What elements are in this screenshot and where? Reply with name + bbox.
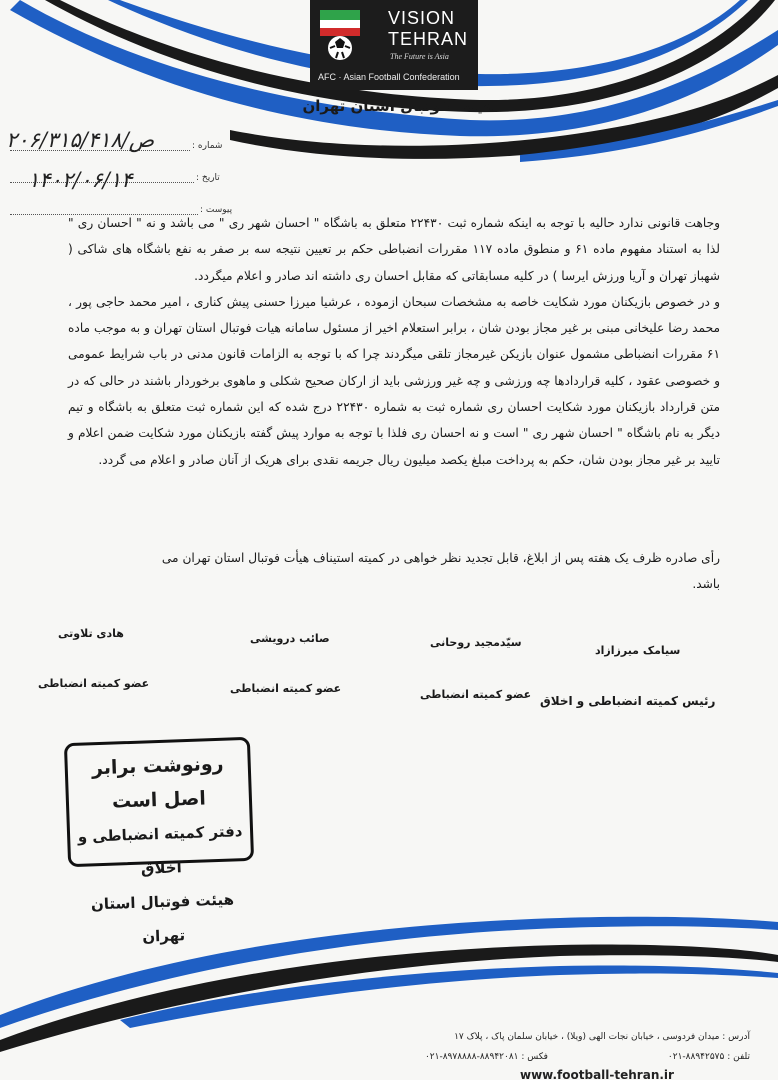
certified-copy-stamp [64,737,254,946]
date-label: تاریخ : [196,173,220,183]
footer-fax: فکس : ۸۸۹۴۲۰۸۱-۸۹۷۸۸۸۸-۰۲۱ [424,1052,548,1062]
signature-name-4: هادی تلاوتی [58,627,124,640]
signature-name-2: سیّدمجید روحانی [430,636,522,649]
handwritten-number: ۲۰۶/ص/۳۱۵/۴۱۸ [6,128,155,152]
signature-role-2: عضو کمیته انضباطی [420,688,532,701]
stamp-line-3: هیئت فوتبال استان تهران [90,890,235,946]
vision-tehran-logo [310,0,478,90]
logo-vision-text: VISION [388,8,456,28]
footer-website: www.football-tehran.ir [520,1068,674,1080]
footer-phone: تلفن : ۸۸۹۴۲۵۷۵-۰۲۱ [667,1052,750,1062]
signature-role-3: عضو کمیته انضباطی [230,682,342,695]
signature-role-4: عضو کمیته انضباطی [38,677,150,690]
handwritten-date: ۱۴۰۲/۰۶/۱۴ [28,168,133,192]
stamp-line-2: دفتر کمیته انضباطی و اخلاق [77,822,243,878]
stamp-line-1: رونوشت برابر اصل است [91,752,224,813]
afc-text: AFC · Asian Football Confederation [318,72,460,82]
letter-body [68,210,720,473]
signature-name-3: صائب درویشی [250,632,330,645]
afc-label: Asian Football Confederation [343,72,460,82]
logo-tagline: The Future is Asia [390,52,449,61]
footer-swoosh-decoration [0,900,778,1080]
organization-name: هیئت فوتبال استان تهران [302,97,494,115]
signature-role-1: رئیس کمیته انضباطی و اخلاق [540,694,716,708]
footer-address: آدرس : میدان فردوسی ، خیابان نجات الهی (ویلا) ، خیابان سلمان پاک ، پلاک ۱۷ [454,1032,750,1042]
signature-name-1: سیامک میرزازاد [595,644,681,657]
body-paragraph-verdict: وجاهت قانونی ندارد حالیه با توجه به اینکه شماره ثبت ۲۲۴۳۰ متعلق به باشگاه " احسان شهر ری " می باشد و نه " احسان ری " لذا به استناد مفهوم ماده ۶۱ و منطوق ماده ۱۱۷ مقررات انضباطی حکم بر تعیین نتیجه سه بر صفر به نفع باشگاه های شاکی ( شهباز تهران و آریا ورزش ایرسا ) در کلیه مسابقاتی که مقابل احسان ری داشته اند صادر و اعلام میگردد. [68,216,720,283]
logo-tehran-text: TEHRAN [388,29,469,49]
appeal-notice: رأی صادره ظرف یک هفته پس از ابلاغ، قابل تجدید نظر خواهی در کمیته استیناف هیأت فوتبال استان تهران می باشد. [161,551,720,591]
iran-football-federation-emblem-icon [318,8,362,66]
body-paragraph-players: و در خصوص بازیکنان مورد شکایت خاصه به مشخصات سبحان ازموده ، عرشیا میرزا حسنی پیش کناری ، امیر محمد حاجی پور ، محمد رضا علیخانی مبنی بر غیر مجاز بودن شان ، برابر استعلام اخیر از مسئول سامانه هیات فوتبال استان تهران و به موجب ماده ۶۱ مقررات انضباطی مشمول عنوان بازیکن غیرمجاز تلقی میگردند چرا که با توجه به الزامات قانون مدنی در باب شرایط عمومی و خصوصی عقود ، کلیه قراردادها چه ورزشی و چه غیر ورزشی باید از ارکان صحیح شکلی و ماهوی برخوردار باشند در حالی که در متن قرارداد بازیکنان مورد شکایت احسان ری شماره ثبت به شماره ۲۲۴۳۰ درج شده که این شماره ثبت متعلق به باشگاه و تیم دیگر به نام باشگاه " احسان شهر ری " است و نه احسان ری فلذا با توجه به موارد پیش گفته بازیکنان مورد شکایت ضمن اعلام و تایید بر غیر مجاز بودن شان، حکم به پرداخت مبلغ یکصد میلیون ریال جریمه نقدی برای هریک از آنان صادر و اعلام می گردد. [68,294,720,467]
number-label: شماره : [192,141,223,151]
attachment-label: پیوست : [200,205,233,215]
